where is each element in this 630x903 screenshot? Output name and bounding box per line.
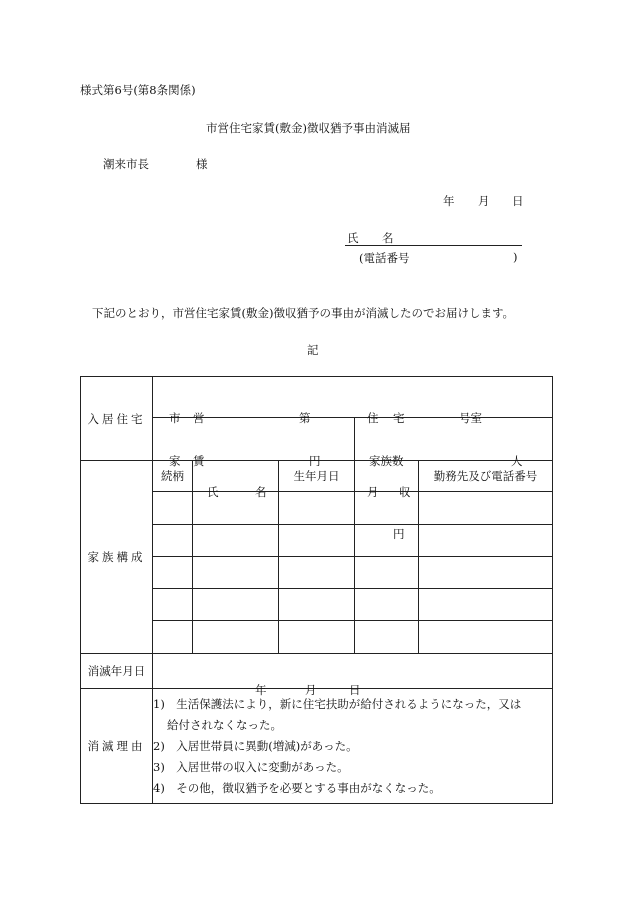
col-birth: 生年月日 bbox=[279, 461, 355, 492]
col-name-char-2: 名 bbox=[255, 485, 267, 499]
city-char-1: 市 bbox=[169, 411, 181, 425]
reason-row bbox=[81, 689, 553, 804]
housing-address-cell bbox=[153, 377, 553, 425]
reason-item-1-cont: 給付されなくなった。 bbox=[167, 717, 282, 732]
reason-list bbox=[153, 689, 553, 804]
rent-char-2: 賃 bbox=[193, 454, 205, 468]
house-char-1: 住 bbox=[367, 411, 379, 425]
family-count-cell bbox=[355, 418, 553, 468]
col-relation: 続柄 bbox=[153, 461, 193, 492]
date-month-label: 月 bbox=[478, 194, 490, 208]
date-day-label: 日 bbox=[512, 194, 524, 208]
expire-label: 消滅年月日 bbox=[81, 654, 153, 689]
rent-yen: 円 bbox=[309, 454, 321, 468]
col-work: 勤務先及び電話番号 bbox=[419, 461, 553, 492]
rent-char-1: 家 bbox=[169, 454, 181, 468]
city-char-2: 営 bbox=[193, 411, 205, 425]
col-income-char-2: 収 bbox=[399, 485, 411, 499]
dai-label: 第 bbox=[299, 411, 311, 425]
honorific: 様 bbox=[196, 157, 208, 171]
family-label: 家族構成 bbox=[81, 461, 153, 654]
intro-text: 下記のとおり，市営住宅家賃(敷金)徴収猶予の事由が消滅したのでお届けします。 bbox=[92, 306, 515, 320]
housing-label: 入居住宅 bbox=[81, 377, 153, 461]
form-table bbox=[80, 376, 553, 804]
room-label: 号室 bbox=[459, 411, 482, 425]
family-count-label: 家族数 bbox=[369, 454, 404, 468]
applicant-name-label-2: 名 bbox=[382, 231, 394, 245]
addressee: 潮来市長 bbox=[103, 157, 149, 171]
ki-heading: 記 bbox=[307, 343, 319, 357]
house-char-2: 宅 bbox=[393, 411, 405, 425]
date-year-label: 年 bbox=[443, 194, 455, 208]
reason-item-1: 1) 生活保護法により，新に住宅扶助が給付されるようになった，又は bbox=[153, 696, 522, 711]
expire-date-cell bbox=[153, 654, 553, 697]
expire-day: 日 bbox=[349, 683, 361, 697]
phone-label: (電話番号 bbox=[359, 251, 410, 265]
reason-label: 消滅理由 bbox=[81, 689, 153, 804]
col-name bbox=[193, 461, 279, 499]
expire-month: 月 bbox=[305, 683, 317, 697]
expire-year: 年 bbox=[255, 683, 267, 697]
applicant-name-label-1: 氏 bbox=[347, 231, 359, 245]
person-unit: 人 bbox=[511, 454, 523, 468]
col-name-char-1: 氏 bbox=[207, 485, 219, 499]
phone-close-paren: ) bbox=[513, 250, 518, 264]
reason-item-2: 2) 入居世帯員に異動(増減)があった。 bbox=[153, 738, 358, 753]
income-yen: 円 bbox=[393, 527, 405, 541]
rent-cell bbox=[153, 418, 355, 468]
housing-row-1 bbox=[81, 377, 553, 418]
col-income-char-1: 月 bbox=[367, 485, 379, 499]
expire-row bbox=[81, 654, 553, 689]
name-underline bbox=[345, 245, 522, 246]
form-number: 様式第6号(第8条関係) bbox=[80, 83, 196, 97]
form-title: 市営住宅家賃(敷金)徴収猶予事由消滅届 bbox=[206, 121, 411, 135]
reason-item-3: 3) 入居世帯の収入に変動があった。 bbox=[153, 759, 349, 774]
reason-item-4: 4) その他，徴収猶予を必要とする事由がなくなった。 bbox=[153, 780, 441, 795]
